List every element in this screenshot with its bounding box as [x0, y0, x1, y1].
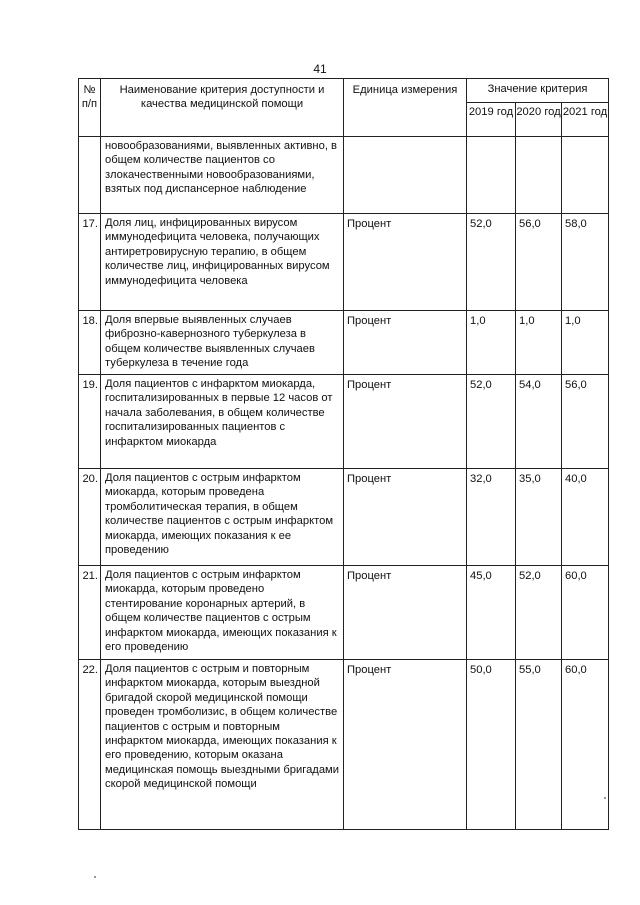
scan-speck [604, 797, 606, 799]
value-2021 [562, 137, 609, 214]
row-number: 18. [79, 311, 101, 375]
scan-speck [94, 876, 96, 878]
value-2021: 60,0 [562, 660, 609, 830]
criterion-name: Доля впервые выявленных случаев фиброзно-кавернозного туберкулеза в общем количестве выявленных случаев туберкулеза в течение года [101, 311, 344, 375]
header-year-2021: 2021 год [562, 103, 609, 137]
table-row [79, 660, 609, 830]
criteria-table [78, 78, 609, 830]
table-row [79, 311, 609, 375]
criterion-unit: Процент [344, 375, 467, 469]
criterion-name: новообразованиями, выявленных активно, в общем количестве пациентов со злокачественными новообразованиями, взятых под диспансерное наблюдение [101, 137, 344, 214]
value-2021: 40,0 [562, 469, 609, 566]
value-2020: 54,0 [516, 375, 562, 469]
row-number: 19. [79, 375, 101, 469]
criterion-unit: Процент [344, 311, 467, 375]
value-2021: 56,0 [562, 375, 609, 469]
criterion-name: Доля лиц, инфицированных вирусом иммунодефицита человека, получающих антиретровирусную терапию, в общем количестве лиц, инфицированных вирусом иммунодефицита человека [101, 214, 344, 311]
value-2019: 52,0 [467, 375, 516, 469]
table-row [79, 566, 609, 660]
value-2019: 50,0 [467, 660, 516, 830]
value-2021: 58,0 [562, 214, 609, 311]
value-2020: 35,0 [516, 469, 562, 566]
table-row [79, 375, 609, 469]
criterion-name: Доля пациентов с острым инфарктом миокарда, которым проведена тромболитическая терапия, в общем количестве пациентов с острым инфарктом миокарда, имеющих показания к ее проведению [101, 469, 344, 566]
table-row [79, 137, 609, 214]
value-2020: 56,0 [516, 214, 562, 311]
table-row [79, 469, 609, 566]
criterion-name: Доля пациентов с острым и повторным инфарктом миокарда, которым выездной бригадой скорой медицинской помощи проведен тромболизис, в общем количестве пациентов с острым и повторным инфарктом миокарда, имеющих показания к его проведению, которым оказана медицинская помощь выездными бригадами скорой медицинской помощи [101, 660, 344, 830]
criterion-unit: Процент [344, 660, 467, 830]
value-2019: 45,0 [467, 566, 516, 660]
row-number: 17. [79, 214, 101, 311]
row-number: 20. [79, 469, 101, 566]
value-2020 [516, 137, 562, 214]
header-year-2020: 2020 год [516, 103, 562, 137]
header-number: № п/п [79, 79, 101, 137]
criterion-unit [344, 137, 467, 214]
criterion-name: Доля пациентов с инфарктом миокарда, госпитализированных в первые 12 часов от начала заболевания, в общем количестве госпитализированных пациентов с инфарктом миокарда [101, 375, 344, 469]
header-unit: Единица измерения [344, 79, 467, 137]
row-number: 21. [79, 566, 101, 660]
row-number: 22. [79, 660, 101, 830]
row-number [79, 137, 101, 214]
value-2020: 52,0 [516, 566, 562, 660]
value-2019: 1,0 [467, 311, 516, 375]
criterion-name: Доля пациентов с острым инфарктом миокарда, которым проведено стентирование коронарных артерий, в общем количестве пациентов с острым инфарктом миокарда, имеющих показания к его проведению [101, 566, 344, 660]
value-2020: 55,0 [516, 660, 562, 830]
header-year-2019: 2019 год [467, 103, 516, 137]
value-2019: 32,0 [467, 469, 516, 566]
value-2020: 1,0 [516, 311, 562, 375]
value-2021: 60,0 [562, 566, 609, 660]
value-2021: 1,0 [562, 311, 609, 375]
page-number: 41 [313, 62, 327, 76]
header-criterion-name: Наименование критерия доступности и качества медицинской помощи [101, 79, 344, 137]
criterion-unit: Процент [344, 566, 467, 660]
criterion-unit: Процент [344, 214, 467, 311]
table-row [79, 214, 609, 311]
header-criterion-value: Значение критерия [467, 79, 609, 103]
criterion-unit: Процент [344, 469, 467, 566]
value-2019 [467, 137, 516, 214]
value-2019: 52,0 [467, 214, 516, 311]
